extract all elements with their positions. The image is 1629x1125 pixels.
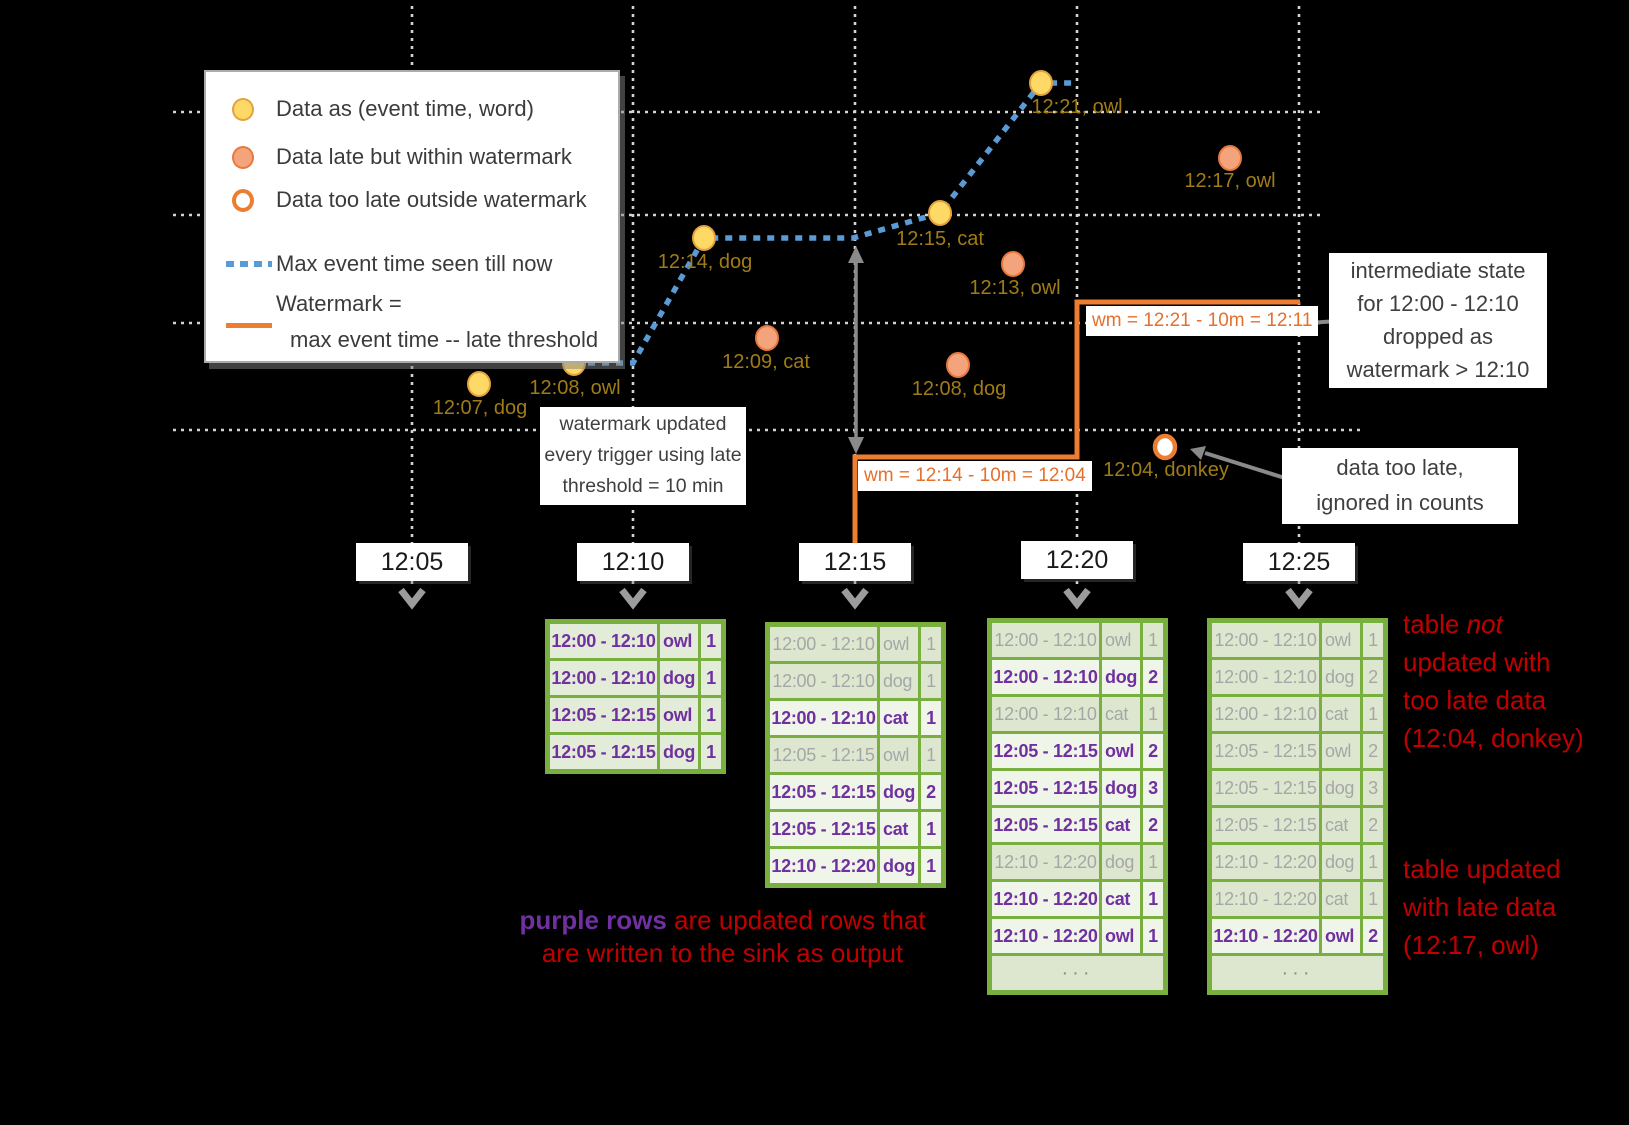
count-cell: 3 (1143, 771, 1163, 805)
event-dot-late (1219, 146, 1241, 170)
window-cell: 12:05 - 12:15 (992, 808, 1099, 842)
window-cell: 12:05 - 12:15 (992, 771, 1099, 805)
legend-item-label: Data as (event time, word) (276, 96, 534, 121)
legend-item-label: Watermark = (276, 291, 402, 316)
event-label: 12:13, owl (969, 277, 1061, 299)
count-cell: 2 (1363, 808, 1383, 842)
event-label: 12:04, donkey (1103, 459, 1229, 481)
legend (204, 70, 620, 363)
too-late-callout (1282, 448, 1518, 524)
window-cell: 12:05 - 12:15 (770, 775, 877, 809)
word-cell: dog (660, 661, 698, 695)
window-cell: 12:05 - 12:15 (1212, 808, 1319, 842)
word-cell: dog (880, 849, 918, 883)
count-cell: 1 (1143, 882, 1163, 916)
word-cell: cat (1322, 808, 1360, 842)
window-cell: 12:00 - 12:10 (992, 623, 1099, 657)
event-label: 12:21, owl (1031, 96, 1123, 118)
trigger-time-label: 12:05 (356, 543, 468, 581)
count-cell: 1 (1143, 919, 1163, 953)
note-line: (12:17, owl) (1403, 930, 1539, 960)
window-cell: 12:10 - 12:20 (1212, 845, 1319, 879)
result-table-12-25 (1207, 618, 1388, 995)
table-ellipsis-row: ··· (992, 956, 1163, 990)
word-cell: cat (1102, 882, 1140, 916)
word-cell: dog (880, 664, 918, 698)
count-cell: 1 (701, 661, 721, 695)
window-cell: 12:00 - 12:10 (1212, 623, 1319, 657)
event-dot-on-time (929, 201, 951, 225)
word-cell: owl (1322, 623, 1360, 657)
count-cell: 1 (921, 701, 941, 735)
callout-line: watermark updated (559, 413, 727, 435)
watermark-value-label: wm = 12:14 - 10m = 12:04 (858, 461, 1092, 491)
window-cell: 12:10 - 12:20 (1212, 919, 1319, 953)
watermark-line-icon (226, 323, 272, 328)
window-cell: 12:00 - 12:10 (992, 660, 1099, 694)
window-cell: 12:05 - 12:15 (1212, 771, 1319, 805)
window-cell: 12:05 - 12:15 (992, 734, 1099, 768)
window-cell: 12:00 - 12:10 (770, 627, 877, 661)
word-cell: owl (660, 698, 698, 732)
note-line: purple rows are updated rows that (519, 905, 926, 935)
callout-line: data too late, (1336, 455, 1464, 480)
word-cell: dog (1102, 771, 1140, 805)
note-line: (12:04, donkey) (1403, 723, 1584, 753)
count-cell: 1 (1363, 623, 1383, 657)
count-cell: 1 (1143, 697, 1163, 731)
window-cell: 12:05 - 12:15 (550, 698, 657, 732)
window-cell: 12:00 - 12:10 (992, 697, 1099, 731)
event-label: 12:08, dog (911, 378, 1007, 400)
note-line: too late data (1403, 685, 1547, 715)
watermark-value-label: wm = 12:21 - 10m = 12:11 (1086, 306, 1318, 336)
note-line: table updated (1403, 854, 1561, 884)
count-cell: 1 (1363, 697, 1383, 731)
legend-item-label: Data too late outside watermark (276, 187, 587, 212)
count-cell: 1 (921, 664, 941, 698)
window-cell: 12:00 - 12:10 (1212, 660, 1319, 694)
count-cell: 1 (921, 627, 941, 661)
event-dot-late (1002, 252, 1024, 276)
window-cell: 12:10 - 12:20 (992, 919, 1099, 953)
window-cell: 12:00 - 12:10 (550, 661, 657, 695)
word-cell: dog (1322, 660, 1360, 694)
window-cell: 12:00 - 12:10 (770, 701, 877, 735)
note-purple-rows (470, 904, 975, 970)
word-cell: owl (880, 738, 918, 772)
event-label: 12:07, dog (432, 397, 528, 419)
count-cell: 1 (1143, 623, 1163, 657)
late-dot-icon (232, 146, 254, 169)
word-cell: dog (1322, 771, 1360, 805)
too-late-ring-icon (232, 189, 254, 212)
event-dot-on-time (1030, 71, 1052, 95)
word-cell: owl (660, 624, 698, 658)
window-cell: 12:10 - 12:20 (992, 882, 1099, 916)
note-line: are written to the sink as output (541, 938, 904, 968)
window-cell: 12:10 - 12:20 (770, 849, 877, 883)
word-cell: cat (1102, 808, 1140, 842)
count-cell: 2 (1363, 660, 1383, 694)
event-label: 12:08, owl (529, 377, 621, 399)
word-cell: cat (1322, 697, 1360, 731)
word-cell: cat (1322, 882, 1360, 916)
callout-line: threshold = 10 min (562, 475, 724, 497)
event-dot-on-time (693, 226, 715, 250)
trigger-arrow-icons (401, 590, 1310, 604)
callout-line: watermark > 12:10 (1346, 357, 1530, 382)
watermark-line (855, 302, 1300, 543)
word-cell: dog (660, 735, 698, 769)
event-label: 12:17, owl (1184, 170, 1276, 192)
word-cell: owl (1102, 623, 1140, 657)
max-event-time-line (574, 83, 1075, 363)
count-cell: 1 (701, 624, 721, 658)
event-dot-on-time (468, 372, 490, 396)
trigger-time-label: 12:10 (577, 543, 689, 581)
result-table-12-15 (765, 622, 946, 888)
count-cell: 1 (1363, 845, 1383, 879)
legend-item-label: max event time -- late threshold (290, 327, 599, 352)
count-cell: 2 (1143, 808, 1163, 842)
trigger-time-label: 12:20 (1021, 541, 1133, 579)
word-cell: cat (880, 812, 918, 846)
watermark-updated-callout (540, 407, 746, 505)
event-dot-late (947, 353, 969, 377)
note-line: with late data (1403, 892, 1557, 922)
on-time-dot-icon (232, 98, 254, 121)
word-cell: dog (1322, 845, 1360, 879)
note-not-updated (1403, 605, 1584, 757)
word-cell: owl (1322, 919, 1360, 953)
callout-line: intermediate state (1350, 258, 1526, 283)
note-updated-late (1403, 850, 1561, 964)
count-cell: 3 (1363, 771, 1383, 805)
count-cell: 1 (1363, 882, 1383, 916)
count-cell: 1 (921, 812, 941, 846)
window-cell: 12:10 - 12:20 (1212, 882, 1319, 916)
callout-line: for 12:00 - 12:10 (1357, 291, 1519, 316)
event-label: 12:09, cat (722, 351, 810, 373)
count-cell: 1 (921, 849, 941, 883)
word-cell: cat (1102, 697, 1140, 731)
note-line: table not (1403, 609, 1503, 639)
note-line: updated with (1403, 647, 1551, 677)
window-cell: 12:05 - 12:15 (770, 738, 877, 772)
word-cell: dog (1102, 660, 1140, 694)
trigger-time-label: 12:25 (1243, 543, 1355, 581)
window-cell: 12:05 - 12:15 (770, 812, 877, 846)
trigger-time-label: 12:15 (799, 543, 911, 581)
word-cell: owl (1102, 919, 1140, 953)
count-cell: 2 (1363, 919, 1383, 953)
window-cell: 12:00 - 12:10 (550, 624, 657, 658)
count-cell: 2 (1363, 734, 1383, 768)
table-ellipsis-row: ··· (1212, 956, 1383, 990)
legend-item-label: Max event time seen till now (276, 251, 553, 276)
count-cell: 2 (921, 775, 941, 809)
result-table-12-20 (987, 618, 1168, 995)
event-label: 12:14, dog (657, 251, 753, 273)
event-dot-too-late (1155, 436, 1175, 458)
count-cell: 2 (1143, 660, 1163, 694)
word-cell: dog (880, 775, 918, 809)
window-cell: 12:00 - 12:10 (770, 664, 877, 698)
event-label: 12:15, cat (896, 228, 984, 250)
word-cell: owl (880, 627, 918, 661)
window-cell: 12:00 - 12:10 (1212, 697, 1319, 731)
result-table-12-10 (545, 619, 726, 774)
count-cell: 1 (921, 738, 941, 772)
event-dot-late (756, 326, 778, 350)
word-cell: cat (880, 701, 918, 735)
count-cell: 1 (1143, 845, 1163, 879)
word-cell: owl (1102, 734, 1140, 768)
callout-line: every trigger using late (544, 444, 742, 466)
word-cell: owl (1322, 734, 1360, 768)
count-cell: 1 (701, 698, 721, 732)
word-cell: dog (1102, 845, 1140, 879)
window-cell: 12:05 - 12:15 (1212, 734, 1319, 768)
legend-item-label: Data late but within watermark (276, 144, 572, 169)
gap-double-arrow (848, 246, 864, 454)
callout-line: dropped as (1382, 324, 1494, 349)
max-event-time-line-icon (226, 261, 272, 267)
count-cell: 1 (701, 735, 721, 769)
intermediate-state-callout (1329, 253, 1547, 388)
window-cell: 12:05 - 12:15 (550, 735, 657, 769)
window-cell: 12:10 - 12:20 (992, 845, 1099, 879)
count-cell: 2 (1143, 734, 1163, 768)
callout-line: ignored in counts (1316, 490, 1484, 515)
